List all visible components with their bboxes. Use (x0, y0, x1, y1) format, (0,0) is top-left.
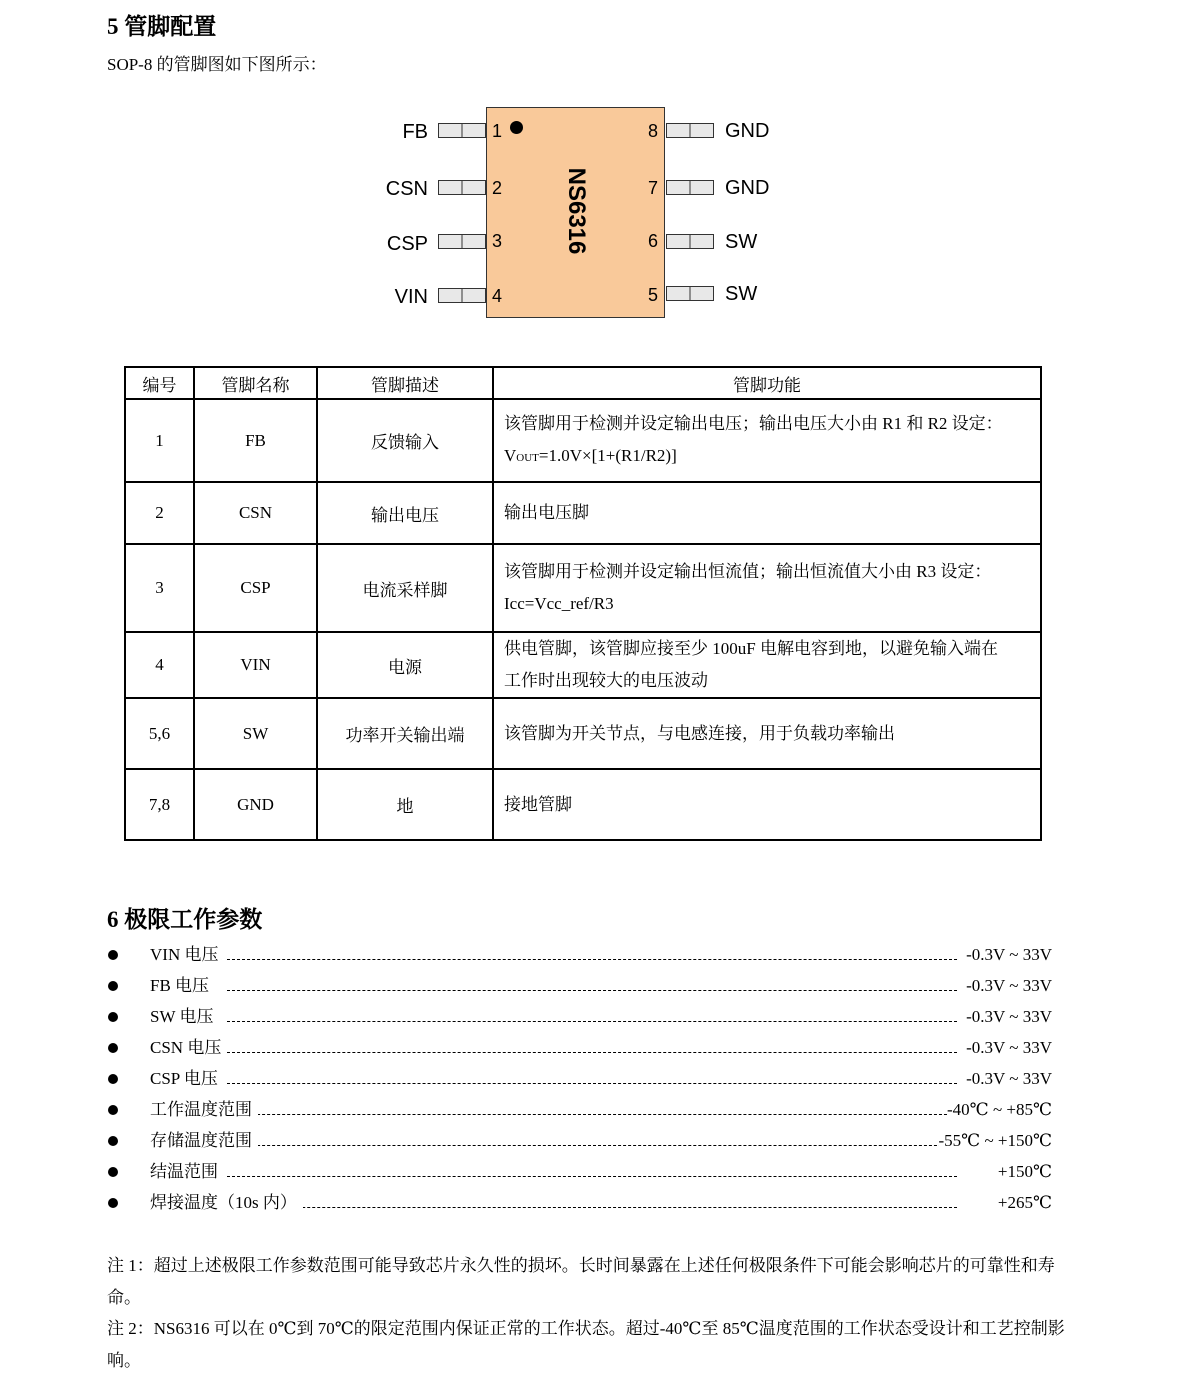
cell-number: 1 (125, 399, 194, 482)
pin-5-label: SW (725, 283, 758, 305)
limit-label: VIN 电压 (150, 944, 224, 966)
pin-7-number: 7 (648, 178, 659, 198)
section6-title: 6 极限工作参数 (107, 907, 263, 932)
pin-8-number: 8 (648, 121, 659, 141)
cell-pin-function (493, 632, 1041, 698)
cell-pin-desc: 电源 (317, 632, 493, 698)
list-item (107, 1068, 1052, 1090)
vout-formula: =1.0V×[1+(R1/R2)] (538, 445, 677, 465)
cell-number: 3 (125, 544, 194, 632)
cell-pin-desc: 功率开关输出端 (317, 698, 493, 769)
cell-pin-name: SW (194, 698, 317, 769)
leader-dots (227, 990, 957, 991)
section5-title: 5 管脚配置 (107, 14, 217, 39)
cell-pin-name: VIN (194, 632, 317, 698)
table-row (125, 544, 1041, 632)
limit-value: -40℃ ~ +85℃ (947, 1100, 1052, 1119)
leader-dots (227, 959, 957, 960)
cell-pin-desc: 输出电压 (317, 482, 493, 544)
bullet-icon (108, 1043, 118, 1053)
pin-5-lead (666, 286, 714, 301)
bullet-icon (108, 1074, 118, 1084)
limit-label: 工作温度范围 (150, 1099, 258, 1121)
bullet-icon (108, 1012, 118, 1022)
leader-dots (227, 1145, 957, 1146)
pin-4-label: VIN (394, 286, 428, 308)
header-pin-function: 管脚功能 (493, 367, 1041, 399)
table-header-row (125, 367, 1041, 399)
list-item (107, 975, 1052, 997)
limit-label: FB 电压 (150, 975, 215, 997)
note-1: 注 1：超过上述极限工作参数范围可能导致芯片永久性的损坏。长时间暴露在上述任何极限条件下可能会影响芯片的可靠性和寿命。 (107, 1256, 1055, 1307)
cell-pin-name: CSP (194, 544, 317, 632)
pin-4-number: 4 (492, 286, 503, 306)
pin-1-number: 1 (492, 121, 503, 141)
leader-dots (227, 1114, 957, 1115)
function-line-1: 供电管脚，该管脚应接至少 100uF 电解电容到地，以避免输入端在 (504, 639, 998, 658)
header-number: 编号 (125, 367, 194, 399)
vout-symbol: V (504, 445, 517, 465)
cell-pin-desc: 地 (317, 769, 493, 840)
list-item (107, 1161, 1052, 1183)
bullet-icon (108, 1105, 118, 1115)
cell-pin-function (493, 399, 1041, 482)
limit-value: -0.3V ~ 33V (966, 1069, 1052, 1088)
limit-value: -0.3V ~ 33V (966, 1007, 1052, 1026)
cell-number: 5,6 (125, 698, 194, 769)
table-row (125, 632, 1041, 698)
function-line-2 (504, 440, 1030, 474)
function-line-2: Icc=Vcc_ref/R3 (504, 594, 614, 613)
limit-label: 结温范围 (150, 1161, 224, 1183)
pin1-marker-icon (510, 121, 523, 134)
limit-label: CSP 电压 (150, 1068, 224, 1090)
cell-pin-function (493, 544, 1041, 632)
pin-1-label: FB (402, 121, 428, 143)
cell-pin-desc: 反馈输入 (317, 399, 493, 482)
pin-6-label: SW (725, 231, 758, 253)
pin-3-number: 3 (492, 231, 503, 251)
pin-2-number: 2 (492, 178, 503, 198)
pin-table (124, 366, 1042, 841)
limit-value: -0.3V ~ 33V (966, 976, 1052, 995)
table-row (125, 482, 1041, 544)
list-item (107, 1099, 1052, 1121)
pin-2-lead (438, 180, 486, 195)
function-line-1: 该管脚用于检测并设定输出电压；输出电压大小由 R1 和 R2 设定： (504, 413, 1003, 433)
list-item (107, 944, 1052, 966)
cell-number: 2 (125, 482, 194, 544)
cell-pin-function: 接地管脚 (493, 769, 1041, 840)
cell-pin-name: CSN (194, 482, 317, 544)
leader-dots (227, 1207, 957, 1208)
cell-number: 7,8 (125, 769, 194, 840)
pin-2-label: CSN (385, 178, 428, 200)
pin-6-number: 6 (648, 231, 659, 251)
list-item (107, 1192, 1052, 1214)
cell-pin-desc: 电流采样脚 (317, 544, 493, 632)
limit-value: +265℃ (997, 1193, 1052, 1212)
table-row (125, 698, 1041, 769)
table-row (125, 769, 1041, 840)
limit-value: +150℃ (997, 1162, 1052, 1181)
bullet-icon (108, 1198, 118, 1208)
limit-label: 存储温度范围 (150, 1130, 258, 1152)
header-pin-desc: 管脚描述 (317, 367, 493, 399)
list-item (107, 1006, 1052, 1028)
list-item (107, 1130, 1052, 1152)
pin-3-label: CSP (386, 233, 428, 255)
function-line-2: 工作时出现较大的电压波动 (504, 671, 708, 690)
pin-8-label: GND (725, 120, 770, 142)
bullet-icon (108, 981, 118, 991)
limit-value: -0.3V ~ 33V (966, 1038, 1052, 1057)
chip-name: NS6316 (563, 167, 590, 255)
pin-3-lead (438, 234, 486, 249)
limit-value: -0.3V ~ 33V (966, 945, 1052, 964)
leader-dots (227, 1021, 957, 1022)
limit-label: SW 电压 (150, 1006, 219, 1028)
note-2: 注 2：NS6316 可以在 0℃到 70℃的限定范围内保证正常的工作状态。超过-40℃至 85℃温度范围的工作状态受设计和工艺控制影响。 (107, 1319, 1065, 1370)
list-item (107, 1037, 1052, 1059)
cell-pin-function: 输出电压脚 (493, 482, 1041, 544)
pin-7-label: GND (725, 177, 770, 199)
cell-pin-function: 该管脚为开关节点，与电感连接，用于负载功率输出 (493, 698, 1041, 769)
limit-label: 焊接温度（10s 内） (150, 1192, 303, 1214)
bullet-icon (108, 1167, 118, 1177)
section5-intro: SOP-8 的管脚图如下图所示： (107, 55, 327, 74)
cell-pin-name: GND (194, 769, 317, 840)
pin-5-number: 5 (648, 285, 659, 305)
pin-8-lead (666, 123, 714, 138)
limit-label: CSN 电压 (150, 1037, 227, 1059)
header-pin-name: 管脚名称 (194, 367, 317, 399)
pin-4-lead (438, 288, 486, 303)
pin-6-lead (666, 234, 714, 249)
cell-number: 4 (125, 632, 194, 698)
pin-7-lead (666, 180, 714, 195)
bullet-icon (108, 950, 118, 960)
cell-pin-name: FB (194, 399, 317, 482)
limit-value: -55℃ ~ +150℃ (938, 1131, 1052, 1150)
pin-1-lead (438, 123, 486, 138)
leader-dots (227, 1176, 957, 1177)
leader-dots (227, 1052, 957, 1053)
table-row (125, 399, 1041, 482)
function-line-1: 该管脚用于检测并设定输出恒流值；输出恒流值大小由 R3 设定： (504, 562, 992, 581)
bullet-icon (108, 1136, 118, 1146)
vout-subscript: OUT (516, 451, 539, 464)
leader-dots (227, 1083, 957, 1084)
